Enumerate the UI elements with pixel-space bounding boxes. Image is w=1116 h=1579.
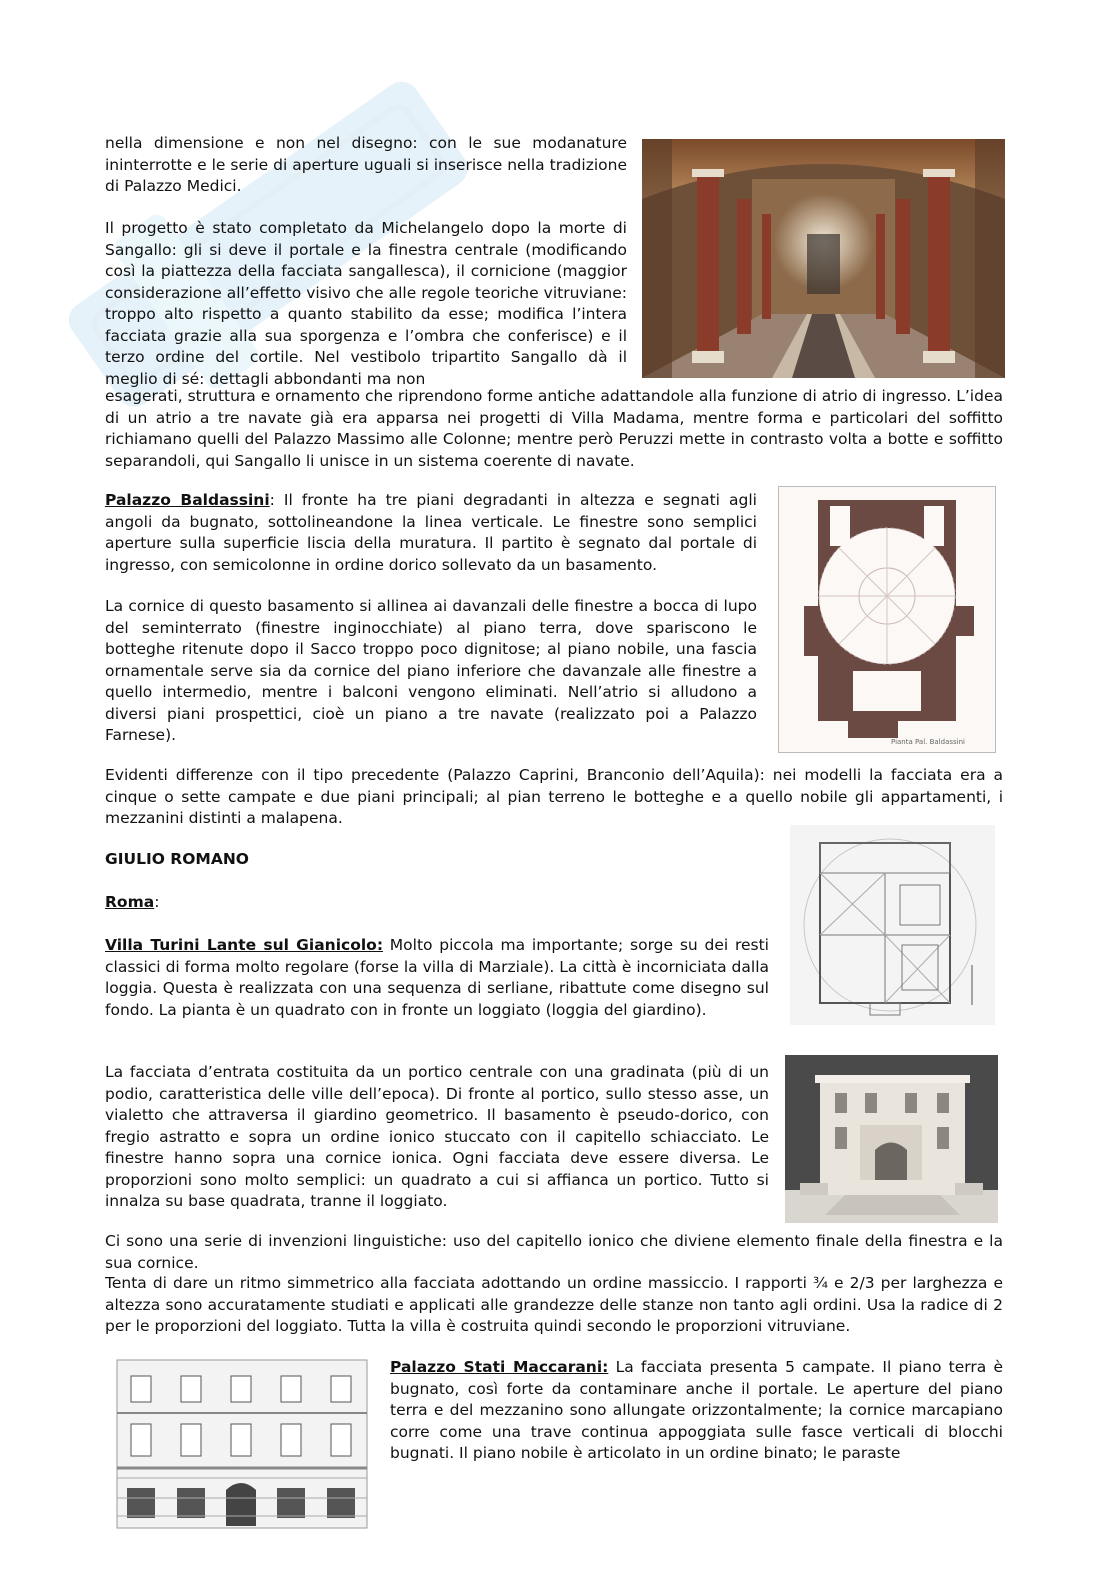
villa-lante-plan-drawing <box>790 825 995 1025</box>
paragraph-stati-maccarani: Palazzo Stati Maccarani: La facciata presenta 5 campate. Il piano terra è bugnato, così forte da contaminare anche il portale. Le aperture del piano terra e del mezzanino sono allungate orizzontalmente; la cornice marcapiano corre come una trave continua appoggiata sulle fasce verticali di blocchi bugnati. Il piano nobile è articolato in un ordine binato; le paraste <box>390 1358 1003 1462</box>
plan-caption: Pianta Pal. Baldassini <box>891 738 965 746</box>
villa-lante-label: Villa Turini Lante sul Gianicolo: <box>105 936 384 954</box>
heading-giulio-romano: GIULIO ROMANO <box>105 850 249 868</box>
baldassini-plan-drawing <box>778 486 996 753</box>
paragraph-baldassini: Palazzo Baldassini: Il fronte ha tre piani degradanti in altezza e segnati agli angoli da bugnato, sottolineandone la linea verticale. Le finestre sono semplici aperture sulla superficie liscia della muratura. Il partito è segnato dal portale di ingresso, con semicolonne in ordine dorico sollevato da un basamento. <box>105 491 757 574</box>
paragraph-ritmo: Tenta di dare un ritmo simmetrico alla facciata adottando un ordine massiccio. I rapporti ¾ e 2/3 per larghezza e altezza sono accuratamente studiati e applicati alle grandezze delle stanze non tanto agli ordini. Usa la radice di 2 per le proporzioni del loggiato. Tutta la villa è costruita quindi secondo le proporzioni vitruviane. <box>105 1274 1003 1335</box>
palazzo-stati-facade-drawing <box>113 1358 371 1530</box>
stati-maccarani-label: Palazzo Stati Maccarani: <box>390 1358 609 1376</box>
paragraph-villa-lante: Villa Turini Lante sul Gianicolo: Molto piccola ma importante; sorge su dei resti classici di forma molto regolare (forse la villa di Marziale). La città è incorniciata dalla loggia. Questa è realizzata con una sequenza di serliane, ribattute come disegno sul fondo. La pianta è un quadrato con in fronte un loggiato (loggia del giardino). <box>105 936 769 1019</box>
paragraph-differenze: Evidenti differenze con il tipo precedente (Palazzo Caprini, Branconio dell’Aquila): nei modelli la facciata era a cinque o sette campate e due piani principali; al pian terreno le botteghe e a quello nobile gli appartamenti, i mezzanini distinti a malapena. <box>105 766 1003 827</box>
paragraph-basamento: La cornice di questo basamento si allinea ai davanzali delle finestre a bocca di lupo del seminterrato (finestre inginocchiate) al piano terra, dove spariscono le botteghe ritenute dopo il Sacco troppo poco dignitose; al piano nobile, una fascia ornamentale serve sia da cornice del piano inferiore che davanzale alle finestre a quello intermedio, mentre i balconi vengono eliminati. Nell’atrio si alludono a diversi piani prospettici, cioè un piano a tre navate (realizzato poi a Palazzo Farnese). <box>105 597 757 744</box>
vestibule-photo <box>642 139 1005 378</box>
villa-lante-photo <box>785 1055 998 1223</box>
heading-roma: Roma: <box>105 893 160 911</box>
paragraph-michelangelo: Il progetto è stato completato da Michelangelo dopo la morte di Sangallo: gli si deve il portale e la finestra centrale (modificando così la piattezza della facciata sangallesca), il cornicione (maggior considerazione all’effetto visivo che alle regole teoriche vitruviane: troppo alto rispetto a quanto stabilito da esse; modifica l’intera facciata grazie alla sua sporgenza e l’ombra che conferisce) e il terzo ordine del cortile. Nel vestibolo tripartito Sangallo dà il meglio di sé: dettagli abbondanti ma non <box>105 219 627 388</box>
baldassini-label: Palazzo Baldassini <box>105 491 270 509</box>
paragraph-facciata-entrata: La facciata d’entrata costituita da un portico centrale con una gradinata (più di un podio, caratteristica delle ville dell’epoca). Di fronte al portico, sullo stesso asse, un vialetto che attraversa il giardino geometrico. Il basamento è pseudo-dorico, con fregio astratto e sopra un ordine ionico stuccato con il capitello schiacciato. Le finestre hanno sopra una cornice ionica. Ogni facciata deve essere diversa. Le proporzioni sono molto semplici: un quadrato a cui si affianca un portico. Tutto si innalza su base quadrata, tranne il loggiato. <box>105 1063 769 1210</box>
paragraph-invenzioni: Ci sono una serie di invenzioni linguistiche: uso del capitello ionico che diviene elemento finale della finestra e la sua cornice. <box>105 1232 1003 1272</box>
paragraph-vestibolo: esagerati, struttura e ornamento che riprendono forme antiche adattandole alla funzione di atrio di ingresso. L’idea di un atrio a tre navate già era apparsa nei progetti di Villa Madama, mentre forma e particolari del soffitto richiamano quelli del Palazzo Massimo alle Colonne; mentre però Peruzzi mette in contrasto volta a botte e soffitto separandoli, qui Sangallo li unisce in un sistema coerente di navate. <box>105 387 1003 470</box>
paragraph-intro: nella dimensione e non nel disegno: con le sue modanature ininterrotte e le serie di aperture uguali si inserisce nella tradizione di Palazzo Medici. <box>105 134 627 195</box>
